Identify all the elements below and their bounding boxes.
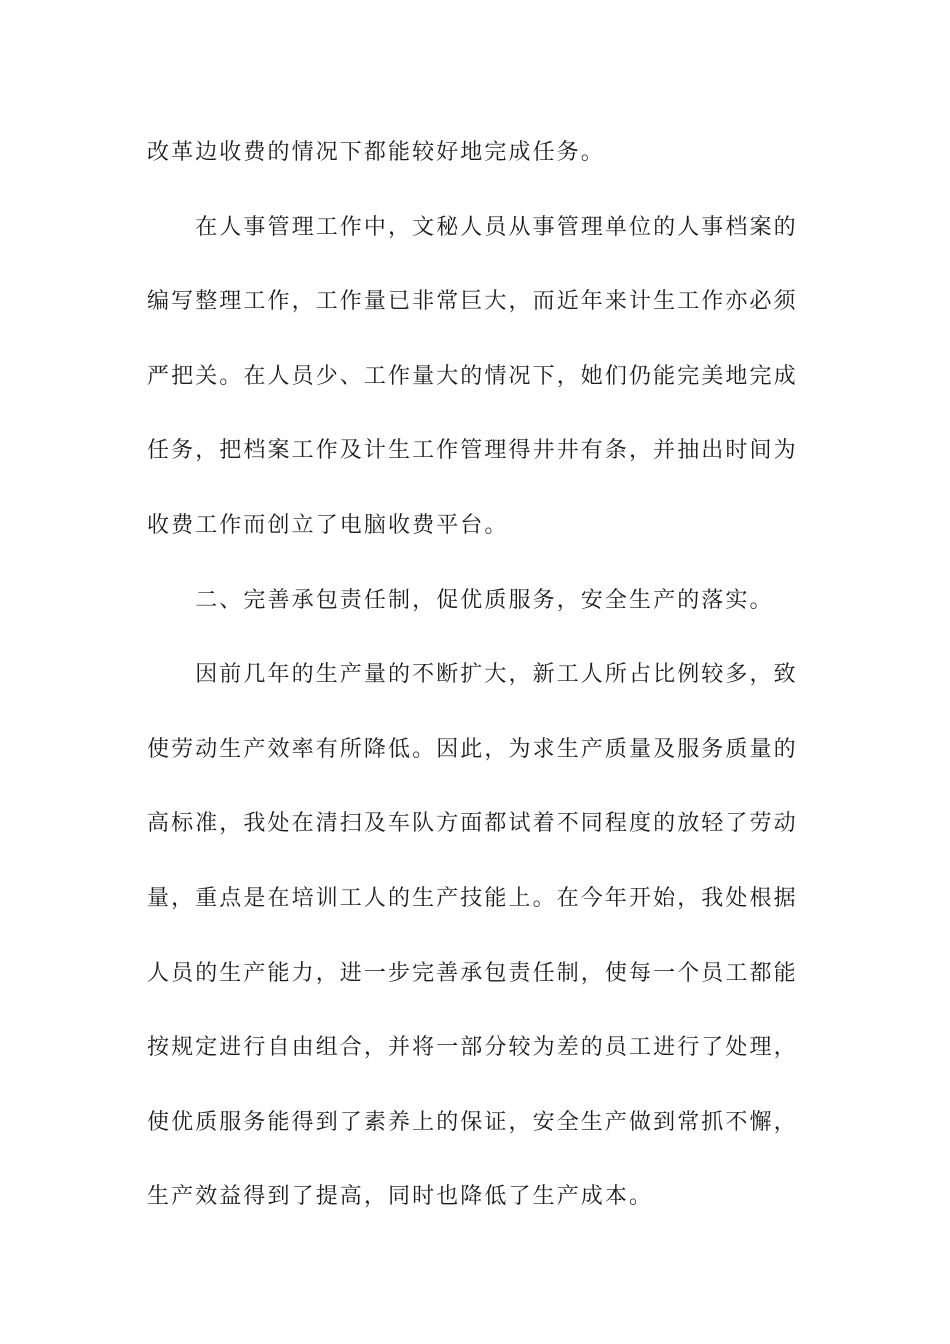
section-heading: 二、完善承包责任制，促优质服务，安全生产的落实。 (147, 587, 774, 613)
text-line: 量，重点是在培训工人的生产技能上。在今年开始，我处根据 (147, 885, 798, 911)
text-line: 人员的生产能力，进一步完善承包责任制，使每一个员工都能 (147, 960, 798, 986)
text-line: 生产效益得到了提高，同时也降低了生产成本。 (147, 1184, 654, 1210)
body-text (147, 128, 807, 1247)
text-line: 因前几年的生产量的不断扩大，新工人所占比例较多，致 (147, 662, 798, 688)
text-line: 使劳动生产效率有所降低。因此，为求生产质量及服务质量的 (147, 736, 798, 762)
text-line: 使优质服务能得到了素养上的保证，安全生产做到常抓不懈， (147, 1109, 798, 1135)
text-line: 高标准，我处在清扫及车队方面都试着不同程度的放轻了劳动 (147, 811, 798, 837)
text-line: 严把关。在人员少、工作量大的情况下，她们仍能完美地完成 (147, 363, 798, 389)
text-line: 按规定进行自由组合，并将一部分较为差的员工进行了处理， (147, 1035, 798, 1061)
text-line: 收费工作而创立了电脑收费平台。 (147, 512, 509, 538)
text-line: 编写整理工作，工作量已非常巨大，而近年来计生工作亦必须 (147, 289, 798, 315)
text-line: 在人事管理工作中，文秘人员从事管理单位的人事档案的 (147, 214, 798, 240)
text-line: 任务，把档案工作及计生工作管理得井井有条，并抽出时间为 (147, 438, 798, 464)
text-line: 改革边收费的情况下都能较好地完成任务。 (147, 140, 605, 165)
